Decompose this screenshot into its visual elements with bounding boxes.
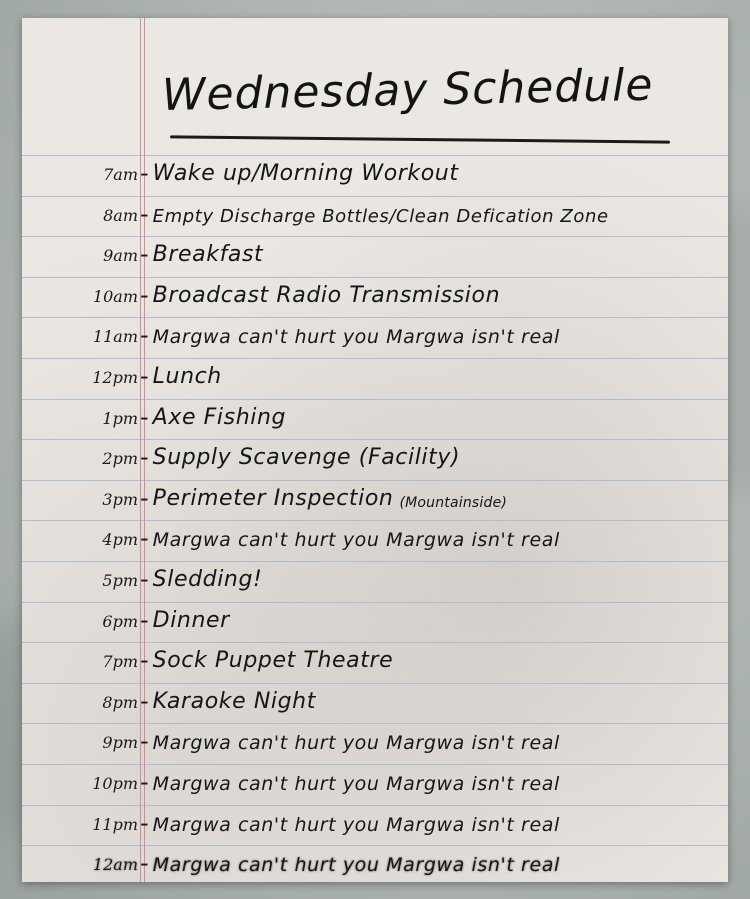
entry-dash: - [140,403,149,431]
title-underline [170,135,670,143]
entry-activity: Margwa can't hurt you Margwa isn't real [152,529,560,551]
entry-activity: Broadcast Radio Transmission [152,283,501,308]
schedule-entry [22,601,728,635]
entry-activity: Karaoke Night [152,689,316,714]
entry-time: 1pm [102,409,138,428]
entry-activity: Margwa can't hurt you Margwa isn't real [152,326,560,348]
entry-dash: - [140,159,149,187]
entry-dash: - [140,687,149,715]
entry-activity: Margwa can't hurt you Margwa isn't real [152,732,560,754]
entry-time: 6pm [102,612,138,631]
entry-dash: - [140,321,149,349]
notebook-paper [22,18,728,882]
schedule-entry [22,235,728,269]
entry-time: 10pm [92,774,138,793]
entry-time: 11am [92,327,138,346]
entry-time: 5pm [102,571,138,590]
entry-dash: - [140,281,149,309]
schedule-entry [22,357,728,391]
schedule-entry [22,154,728,188]
entry-activity: Axe Fishing [152,405,287,430]
entry-time: 4pm [102,530,138,549]
entry-time: 11pm [92,815,138,834]
schedule-entry [22,763,728,797]
entry-time: 12pm [92,368,138,387]
entry-time: 9am [103,246,138,265]
entry-activity: Margwa can't hurt you Margwa isn't real [152,773,560,795]
entry-activity: Margwa can't hurt you Margwa isn't real [152,814,560,836]
entry-dash: - [140,565,149,593]
entry-dash: - [140,362,149,390]
entry-dash: - [140,443,149,471]
entry-dash: - [140,768,149,796]
schedule-entry [22,804,728,838]
schedule-entry [22,722,728,756]
schedule-entry [22,438,728,472]
entry-time: 12am [92,855,138,874]
schedule-entry [22,195,728,229]
schedule-entry [22,560,728,594]
schedule-entry [22,398,728,432]
entry-dash: - [140,606,149,634]
entry-time: 9pm [102,733,138,752]
entry-activity: Breakfast [152,242,264,267]
entry-dash: - [140,727,149,755]
page-title: Wednesday Schedule [161,59,654,121]
schedule-entry [22,844,728,878]
entry-note: (Mountainside) [399,495,508,511]
schedule-entry [22,682,728,716]
entry-time: 7am [103,165,138,184]
entry-activity: Wake up/Morning Workout [152,161,459,186]
entry-activity: Sock Puppet Theatre [152,648,394,673]
entry-activity: Dinner [152,608,230,633]
entry-time: 3pm [102,490,138,509]
entry-time: 10am [92,287,138,306]
entry-dash: - [140,484,149,512]
entry-activity: Sledding! [152,567,263,592]
entry-dash: - [140,524,149,552]
schedule-entry [22,316,728,350]
schedule-entry [22,641,728,675]
schedule-entry [22,519,728,553]
entry-dash: - [140,200,149,228]
entry-dash: - [140,240,149,268]
schedule-entry [22,479,728,513]
entry-time: 2pm [102,449,138,468]
entry-activity: Perimeter Inspection [152,486,394,511]
entry-activity: Supply Scavenge (Facility) [152,445,461,470]
entry-time: 8pm [102,693,138,712]
entry-activity: Empty Discharge Bottles/Clean Defication Zone [152,206,609,227]
entry-time: 8am [103,206,138,225]
entry-dash: - [140,809,149,837]
entry-activity: Margwa can't hurt you Margwa isn't real [152,854,560,876]
entry-dash: - [140,849,149,877]
entry-time: 7pm [102,652,138,671]
schedule-entry [22,276,728,310]
entry-activity: Lunch [152,364,222,389]
entry-dash: - [140,646,149,674]
